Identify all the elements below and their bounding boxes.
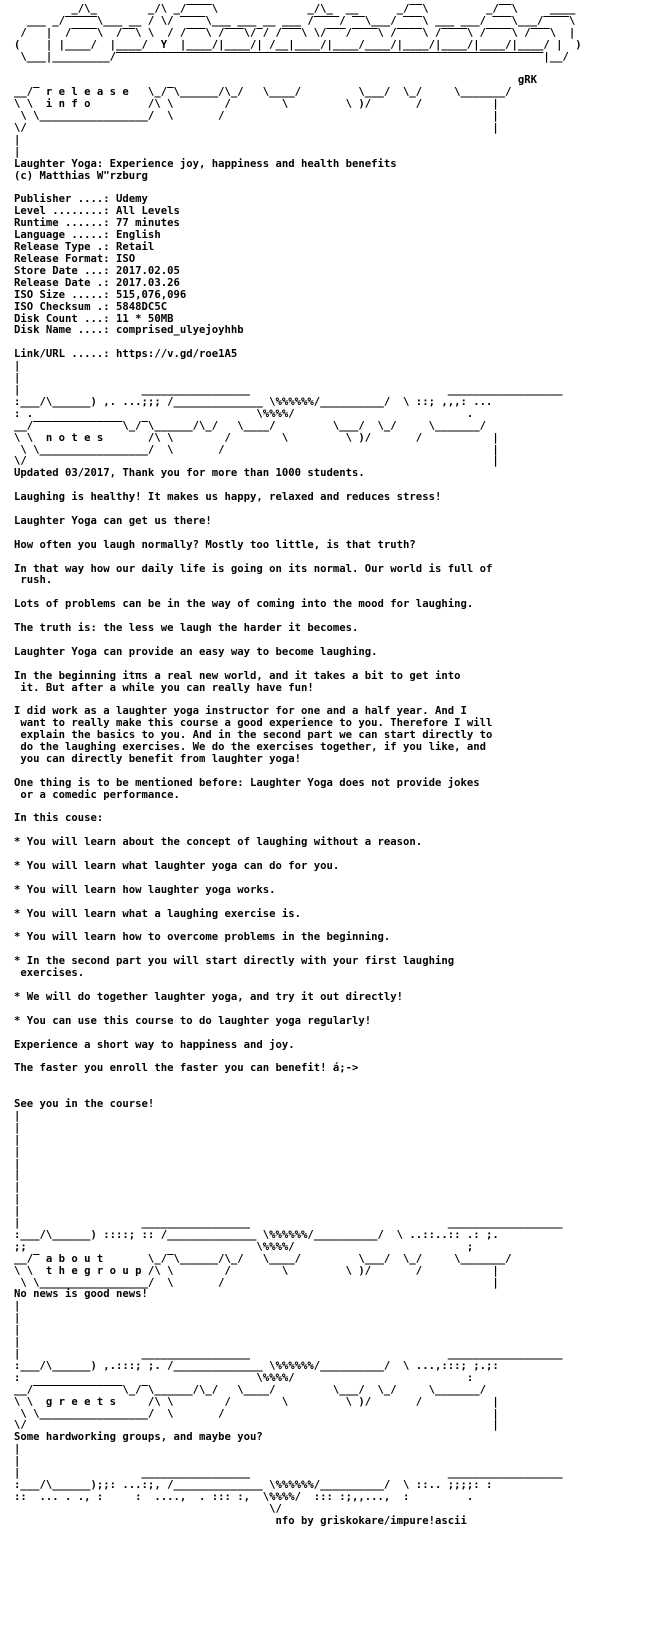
notes-line: it. But after a while you can really have fun! [14, 681, 314, 694]
release-info-section: | | Laughter Yoga: Experience joy, happiness and health benefits (c) Matthias W"rzburg Publisher ....: Udemy Level ........: All Levels Runtime ......: 77 minutes Language .....: English Release Type .: Retail Release Format: ISO Store Date ...: 2017.02.05 Release Date .: 2017.03.26 ISO Size .....: 515,076,096 ISO Checksum .: 5848DC5C Disk Count ...: 11 * 50MB Disk Name ....: comprised_ulyejoyhhb Link/URL .....: https://v.gd/roe1A5 [14, 135, 644, 361]
release-line: Runtime ......: 77 minutes [14, 217, 180, 230]
release-line: ISO Size .....: 515,076,096 [14, 288, 187, 301]
notes-line: want to really make this course a good experience to you. Therefore I will [14, 717, 493, 730]
notes-section [14, 468, 644, 1111]
notes-line: Laughing is healthy! It makes us happy, relaxed and reduces stress! [14, 491, 442, 504]
greets-line: Some hardworking groups, and maybe you? [14, 1431, 263, 1444]
release-link-line: Link/URL .....: https://v.gd/roe1A5 [14, 348, 238, 361]
notes-line: explain the basics to you. And in the second part we can start directly to [14, 729, 493, 742]
footer-line [14, 1516, 644, 1528]
release-line: Store Date ...: 2017.02.05 [14, 264, 180, 277]
notes-bullet: * In the second part you will start directly with your first laughing [14, 955, 455, 968]
notes-line: Laughter Yoga can provide an easy way to become laughing. [14, 645, 378, 658]
notes-line: Experience a short way to happiness and joy. [14, 1038, 295, 1051]
notes-bullet: * You will learn how to overcome problems in the beginning. [14, 931, 391, 944]
about-line: No news is good news! [14, 1288, 148, 1301]
about-section [14, 1289, 644, 1301]
notes-bullet: exercises. [14, 967, 85, 980]
notes-line: The faster you enroll the faster you can benefit! á;-> [14, 1062, 359, 1075]
release-line: (c) Matthias W"rzburg [14, 169, 148, 182]
footer-art: | | | _________________ __________________ :___/\______);;: ...:;, /______________ \%%%%%%/__________/ \ ::.. ;;;;: : :: ... . ., : : ...., . ::: :, \%%%%/ ::: :;,,..., : . \/ [14, 1443, 563, 1515]
notes-line: The truth is: the less we laugh the harder it becomes. [14, 622, 359, 634]
release-section-header: __/‾ r e l e a s e \_/‾\______/\_/ \____/ \___/ \_/ \_______/ \ \ i n f o /\ \ / \ \ )/ / | \ \_________________/ \ / | \/ | [14, 86, 512, 135]
notes-line: See you in the course! [14, 1097, 155, 1110]
section-divider-art: | | | | | | | | | | _________________ __________________ :___/\______) ::::; :: /______________ \%%%%%%/__________/ \ ..::..:: .: ;. ;; \%%%%/ ; __/‾ a b o u t \_/‾\______/\_/ \____/ \___/ \_/ \_______/ \ \ t h e g r o u p /\ \ / \ \ )/ / | \ \_________________/ \ / | [14, 1109, 563, 1289]
notes-bullet: * You will learn what laughter yoga can do for you. [14, 860, 340, 873]
notes-line: How often you laugh normally? Mostly too little, is that truth? [14, 538, 416, 551]
release-line: ISO Checksum .: 5848DC5C [14, 300, 168, 313]
release-line: Publisher ....: Udemy [14, 193, 148, 206]
group-tag: gRK [517, 74, 538, 87]
notes-line: Updated 03/2017, Thank you for more than 1000 students. [14, 467, 365, 480]
release-line: Release Type .: Retail [14, 241, 155, 254]
release-line: Laughter Yoga: Experience joy, happiness and health benefits [14, 157, 397, 170]
notes-line: In that way how our daily life is going on its normal. Our world is full of [14, 562, 493, 575]
notes-bullet: * You can use this course to do laughter yoga regularly! [14, 1014, 372, 1027]
release-line: Release Format: ISO [14, 253, 136, 266]
notes-line: do the laughing exercises. We do the exercises together, if you like, and [14, 741, 486, 754]
notes-line: or a comedic performance. [14, 788, 180, 801]
notes-bullet: * We will do together laughter yoga, and try it out directly! [14, 990, 404, 1003]
logo-ascii-art: _/\_ _/\ _/‾‾‾‾\ _/\_ __ _/‾‾\ _/‾‾\ ____ ___ _/‾‾‾‾‾\___ __ / \/ ‾‾‾‾\___ ___ __ ___ /‾‾‾‾/ ‾‾\___/ ‾‾‾\ ___ ___/ ‾‾‾\___/‾‾‾‾\ / | /‾‾‾‾\ /‾‾\ \ / /‾‾‾\ /‾‾‾\/‾/ /‾‾‾\ \/‾‾‾/‾‾‾‾\ /‾‾‾‾\ /‾‾‾‾\ /‾‾‾‾\ /‾‾‾\ | ( | |____/ |____/ Y |____/|____/| /__|____/|____/____/|____/|____/|____/|____/ | ) \___|_________/‾‾‾‾‾‾‾‾‾‾‾‾‾‾‾‾‾‾‾‾‾‾‾‾‾‾‾‾‾‾‾‾‾‾‾‾‾‾‾‾‾‾‾‾‾‾‾‾‾‾‾‾‾‾‾‾‾‾‾‾‾‾‾‾‾‾‾|__/ [14, 3, 582, 63]
notes-line: you can directly benefit from laughter yoga! [14, 752, 302, 765]
release-line: Language .....: English [14, 229, 161, 242]
notes-line: I did work as a laughter yoga instructor for one and a half year. And I [14, 705, 467, 718]
greets-section [14, 1432, 644, 1444]
release-line: Level ........: All Levels [14, 205, 180, 218]
notes-bullet: * You will learn about the concept of laughing without a reason. [14, 836, 423, 849]
footer-credit: nfo by griskokare/impure!ascii [275, 1514, 467, 1527]
notes-line: rush. [14, 574, 53, 587]
notes-line: Lots of problems can be in the way of coming into the mood for laughing. [14, 598, 474, 611]
notes-bullet: * You will learn how laughter yoga works. [14, 883, 276, 896]
notes-line: In the beginning itπs a real new world, and it takes a bit to get into [14, 669, 461, 682]
section-divider-art: | | | | | _________________ __________________ :___/\______) ,.:::; ;. /______________ \%%%%%%/__________/ \ ...,:::; ;.;: : \%%%%/ : __/‾‾‾‾‾‾‾‾‾‾‾‾‾‾\_/‾\______/\_/ \____/ \___/ \_/ \_______/ \ \ g r e e t s /\ \ / \ \ )/ / | \ \_________________/ \ / | \/ | [14, 1300, 563, 1432]
section-divider-art: | | | _________________ __________________ :___/\______) ,. ...;;; /______________ \%%%%%%/__________/ \ ::; ,,,: ... : . \%%%%/ . __/‾‾‾‾‾‾‾‾‾‾‾‾‾‾\_/‾\______/\_/ \____/ \___/ \_/ \_______/ \ \ n o t e s /\ \ / \ \ )/ / | \ \_________________/ \ / | \/ | [14, 360, 563, 468]
notes-bullet: * You will learn what a laughing exercise is. [14, 907, 302, 920]
release-line: Release Date .: 2017.03.26 [14, 276, 180, 289]
release-line: Disk Count ...: 11 * 50MB [14, 312, 174, 325]
notes-line: Laughter Yoga can get us there! [14, 514, 212, 527]
notes-line: One thing is to be mentioned before: Laughter Yoga does not provide jokes [14, 776, 480, 789]
release-line: Disk Name ....: comprised_ulyejoyhhb [14, 324, 244, 337]
notes-line: In this couse: [14, 812, 104, 825]
